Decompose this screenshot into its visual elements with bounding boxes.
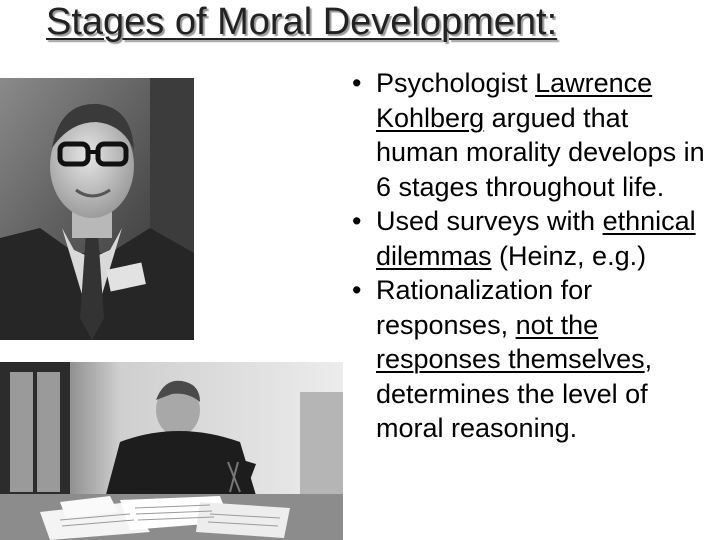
bullet-text: Rationalization for responses, [376,275,593,340]
bullet-item [338,66,714,204]
bullet-text: , determines the level of moral reasoning. [376,344,653,443]
slide-title: Stages of Moral Development: [46,1,558,43]
underlined-term: ethnical dilemmas [376,206,696,271]
bullet-text: (Heinz, e.g.) [491,240,647,271]
bullet-item [338,273,714,446]
bullet-text: Psychologist [376,68,536,98]
bullet-text: Used surveys with [376,206,603,236]
bullet-text: argued that human morality develops in 6 stages throughout life. [376,102,705,202]
portrait-photo [0,78,194,340]
underlined-term: not the responses themselves [376,309,645,374]
desk-photo [0,362,343,540]
bullet-list [338,66,714,446]
underlined-term: Lawrence Kohlberg [376,68,653,133]
bullet-item [338,204,714,273]
